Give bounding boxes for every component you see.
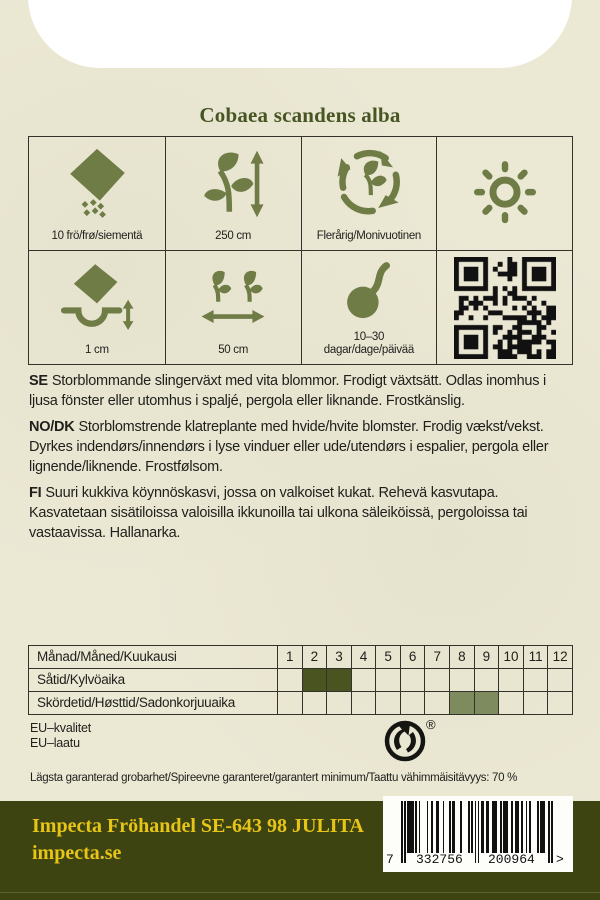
company-address: Impecta Fröhandel SE-643 98 JULITA [32,815,364,837]
eu-quality-line2: EU–laatu [30,736,80,750]
germination-days: 10–30 [353,331,385,343]
calendar-month-header: 6 [400,646,425,668]
barcode-digits-right: 200964 [488,852,535,867]
calendar-sowing-row [29,668,572,691]
barcode-digits-left: 332756 [416,852,463,867]
calendar-month-header: 1 [277,646,302,668]
calendar-month-header: 8 [449,646,474,668]
company-address-block [32,813,364,867]
germination-label [324,331,414,364]
calendar-empty-cell [351,692,376,714]
calendar-month-header: 9 [474,646,499,668]
calendar-month-header: 3 [326,646,351,668]
calendar-month-header: 2 [302,646,327,668]
icon-info-grid [28,136,573,365]
calendar-month-header: 11 [523,646,548,668]
calendar-filled-cell [474,692,499,714]
calendar-empty-cell [424,692,449,714]
footer-bar [0,801,600,900]
qr-code [437,251,572,364]
calendar-empty-cell [375,692,400,714]
calendar-filled-cell [449,692,474,714]
perennial-icon [302,137,437,230]
cell-sun [436,137,572,250]
sun-icon [437,137,572,250]
calendar-empty-cell [375,669,400,691]
calendar-filled-cell [302,669,327,691]
seed-quantity-label: 10 frö/frø/siementä [51,230,143,242]
description-se-text: Storblommande slingerväxt med vita blommor. Frodigt växtsätt. Odlas inomhus i ljusa fönster eller utomhus i spaljé, pergola eller liknande. Frostkänslig. [29,373,546,409]
seed-quantity-icon [29,137,165,230]
plant-spacing-icon [166,251,301,344]
plant-height-icon [166,137,301,230]
page-title: Cobaea scandens alba [199,103,401,127]
description-nodk-text: Storblomstrende klatreplante med hvide/hvite blomster. Frodig vækst/vekst. Dyrkes indendørs/innendørs i lyse vinduer eller ude/utendørs i espalier, pergola eller lignende/liknende. Frostfølsom. [29,419,549,475]
lang-prefix-nodk: NO/DK [29,419,75,435]
calendar-empty-cell [326,692,351,714]
description-nodk [29,417,575,477]
calendar-month-header: 12 [547,646,572,668]
calendar-month-header: 4 [351,646,376,668]
calendar-header-months [277,646,572,668]
calendar-month-header: 5 [375,646,400,668]
calendar-month-header: 7 [424,646,449,668]
registered-trademark-sign: ® [426,717,436,732]
calendar-empty-cell [351,669,376,691]
cell-plant-spacing [165,250,301,364]
barcode-end-mark: > [556,852,564,867]
calendar-header-label: Månad/Måned/Kuukausi [37,649,177,664]
packet-fold-crease [0,892,600,893]
plant-spacing-label: 50 cm [218,344,249,356]
sowing-depth-label: 1 cm [85,344,109,356]
barcode [383,796,573,872]
calendar-harvest-label: Skördetid/Høsttid/Sadonkorjuuaika [37,695,235,710]
calendar-empty-cell [449,669,474,691]
plant-height-label: 250 cm [215,230,252,242]
cell-germination [301,250,437,364]
green-dot-recycling-icon [383,719,427,763]
calendar-filled-cell [326,669,351,691]
calendar-empty-cell [400,692,425,714]
barcode-digit-first: 7 [386,852,394,867]
lang-prefix-fi: FI [29,485,42,501]
calendar-empty-cell [547,692,572,714]
eu-quality-line1: EU–kvalitet [30,721,92,735]
cell-sowing-depth [29,250,165,364]
description-fi-text: Suuri kukkiva köynnöskasvi, jossa on valkoiset kukat. Rehevä kasvutapa. Kasvatetaan sisätiloissa valoisilla ikkunoilla tai ulkona säleiköissä, pergoloissa tai vastaavissa. Hallanarka. [29,485,528,541]
calendar-row-0-cells [277,669,572,691]
calendar-header-row [29,646,572,668]
germination-units: dagar/dage/päivää [323,344,414,356]
sowing-calendar [28,645,573,715]
calendar-empty-cell [523,669,548,691]
calendar-empty-cell [277,692,302,714]
calendar-sowing-label: Såtid/Kylvöaika [37,672,125,687]
calendar-row-1-cells [277,692,572,714]
cell-seed-quantity [29,137,165,250]
calendar-harvest-row [29,691,572,714]
calendar-empty-cell [523,692,548,714]
germination-guarantee-note: Lägsta garanterad grobarhet/Spireevne garanteret/garantert minimum/Taattu vähimmäisitävyys: 70 % [30,772,518,784]
calendar-empty-cell [474,669,499,691]
cell-perennial [301,137,437,250]
calendar-empty-cell [400,669,425,691]
calendar-empty-cell [302,692,327,714]
calendar-empty-cell [424,669,449,691]
calendar-empty-cell [498,692,523,714]
cell-qr [436,250,572,364]
germination-icon [302,251,437,331]
company-website: impecta.se [32,842,122,864]
description-block [29,371,575,549]
calendar-month-header: 10 [498,646,523,668]
eu-quality-block [30,721,91,751]
description-fi [29,483,575,543]
perennial-label: Flerårig/Monivuotinen [316,230,422,242]
packet-top-notch [28,0,572,68]
cell-plant-height [165,137,301,250]
sowing-depth-icon [29,251,165,344]
calendar-empty-cell [498,669,523,691]
calendar-empty-cell [277,669,302,691]
description-se [29,371,575,411]
calendar-empty-cell [547,669,572,691]
lang-prefix-se: SE [29,373,48,389]
